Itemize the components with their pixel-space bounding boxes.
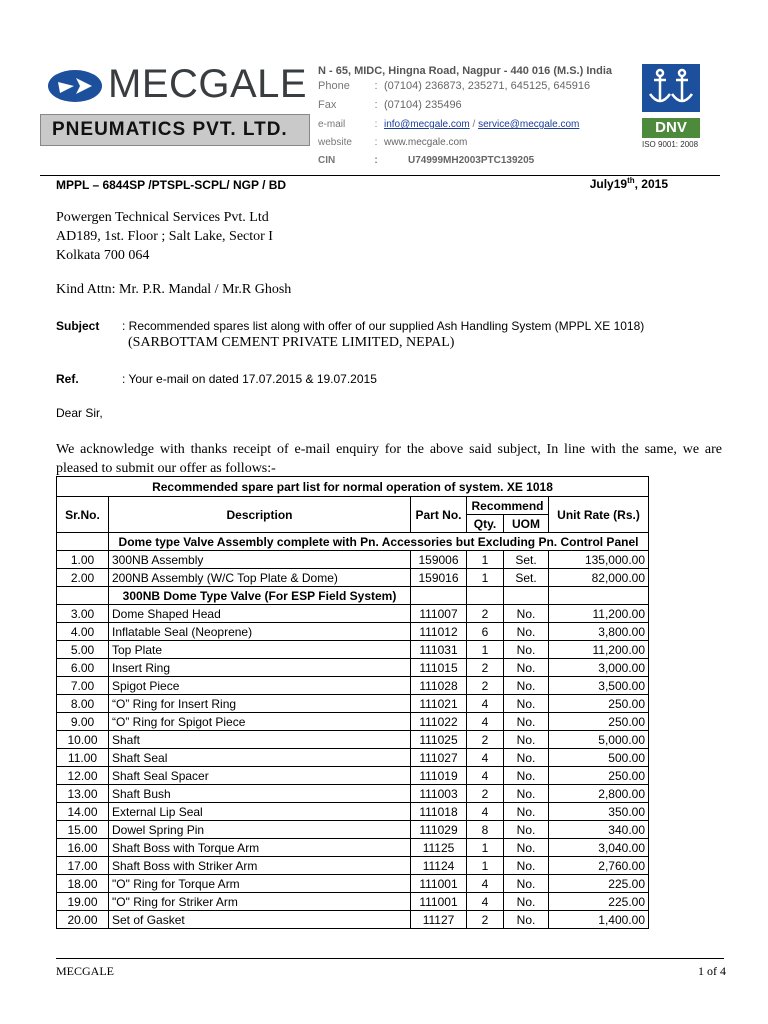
- addressee-line-3: Kolkata 700 064: [56, 248, 150, 263]
- cell-description: External Lip Seal: [109, 803, 411, 821]
- company-logo-subtitle: PNEUMATICS PVT. LTD.: [52, 119, 288, 140]
- cell-uom: No.: [504, 659, 549, 677]
- reference-label: Ref.: [56, 372, 79, 386]
- reference-text: : Your e-mail on dated 17.07.2015 & 19.07.2015: [122, 372, 377, 386]
- cell-description: Top Plate: [109, 641, 411, 659]
- cell-uom: No.: [504, 749, 549, 767]
- cell-uom: No.: [504, 857, 549, 875]
- cell-part-no: 111012: [411, 623, 467, 641]
- cell-qty: 4: [467, 803, 504, 821]
- table-rows-group: [57, 551, 649, 587]
- contact-email: e-mail : info@mecgale.com / service@mecgale.com: [318, 119, 580, 130]
- cell-uom: No.: [504, 641, 549, 659]
- cell-unit-rate: 2,760.00: [549, 857, 649, 875]
- cell-part-no: 111018: [411, 803, 467, 821]
- cell-part-no: 159006: [411, 551, 467, 569]
- cell-part-no: 111031: [411, 641, 467, 659]
- cell-srno: 15.00: [57, 821, 109, 839]
- cell-qty: 1: [467, 839, 504, 857]
- header-uom: UOM: [504, 515, 549, 533]
- table-row: [57, 731, 649, 749]
- cell-part-no: 11127: [411, 911, 467, 929]
- cell-part-no: 111001: [411, 875, 467, 893]
- cell-uom: No.: [504, 713, 549, 731]
- cell-qty: 2: [467, 785, 504, 803]
- cell-uom: Set.: [504, 569, 549, 587]
- company-address: N - 65, MIDC, Hingna Road, Nagpur - 440 016 (M.S.) India: [318, 65, 612, 77]
- cell-uom: No.: [504, 803, 549, 821]
- table-row: [57, 857, 649, 875]
- cell-description: “O” Ring for Insert Ring: [109, 695, 411, 713]
- dnv-cert-logo: DNV: [642, 118, 700, 138]
- table-row: [57, 749, 649, 767]
- cell-description: Spigot Piece: [109, 677, 411, 695]
- cell-qty: 4: [467, 749, 504, 767]
- table-row: [57, 911, 649, 929]
- cell-srno: 1.00: [57, 551, 109, 569]
- cell-qty: 2: [467, 605, 504, 623]
- cell-uom: No.: [504, 821, 549, 839]
- subject-text: : Recommended spares list along with offer of our supplied Ash Handling System (MPPL XE 1018): [122, 319, 645, 333]
- table-row: [57, 623, 649, 641]
- table-row: [57, 893, 649, 911]
- cell-qty: 8: [467, 821, 504, 839]
- header-unit-rate: Unit Rate (Rs.): [549, 497, 649, 533]
- table-row: [57, 659, 649, 677]
- cell-part-no: 11124: [411, 857, 467, 875]
- cell-unit-rate: 3,000.00: [549, 659, 649, 677]
- dnv-anchor-icon: [642, 64, 700, 112]
- cell-uom: No.: [504, 875, 549, 893]
- header-srno: Sr.No.: [57, 497, 109, 533]
- cell-unit-rate: 250.00: [549, 713, 649, 731]
- cell-part-no: 111027: [411, 749, 467, 767]
- cell-part-no: 111003: [411, 785, 467, 803]
- cell-srno: 14.00: [57, 803, 109, 821]
- kind-attention: Kind Attn: Mr. P.R. Mandal / Mr.R Ghosh: [56, 282, 292, 297]
- cell-uom: No.: [504, 911, 549, 929]
- cell-srno: 13.00: [57, 785, 109, 803]
- section-row-dome-valve: [57, 533, 649, 551]
- cell-description: Shaft: [109, 731, 411, 749]
- cell-srno: 10.00: [57, 731, 109, 749]
- cell-unit-rate: 340.00: [549, 821, 649, 839]
- cell-part-no: 111019: [411, 767, 467, 785]
- contact-phone: Phone : (07104) 236873, 235271, 645125, 645916: [318, 80, 591, 92]
- cell-qty: 1: [467, 857, 504, 875]
- cell-unit-rate: 11,200.00: [549, 605, 649, 623]
- contact-website: website : www.mecgale.com: [318, 137, 468, 148]
- table-row: [57, 821, 649, 839]
- cell-unit-rate: 250.00: [549, 767, 649, 785]
- cell-uom: No.: [504, 785, 549, 803]
- table-row: [57, 605, 649, 623]
- table-title: Recommended spare part list for normal operation of system. XE 1018: [57, 477, 649, 497]
- contact-fax: Fax : (07104) 235496: [318, 99, 462, 111]
- cell-description: “O” Ring for Spigot Piece: [109, 713, 411, 731]
- table-row: [57, 713, 649, 731]
- cell-qty: 2: [467, 677, 504, 695]
- header-qty: Qty.: [467, 515, 504, 533]
- cell-qty: 1: [467, 569, 504, 587]
- header-description: Description: [109, 497, 411, 533]
- table-row: [57, 569, 649, 587]
- cell-srno: 3.00: [57, 605, 109, 623]
- table-header-row: [57, 497, 649, 515]
- spares-table: [56, 476, 649, 929]
- cell-qty: 1: [467, 551, 504, 569]
- cell-uom: Set.: [504, 551, 549, 569]
- cell-description: Shaft Boss with Striker Arm: [109, 857, 411, 875]
- cell-description: 300NB Assembly: [109, 551, 411, 569]
- cell-part-no: 159016: [411, 569, 467, 587]
- cell-qty: 4: [467, 695, 504, 713]
- email-link-info[interactable]: info@mecgale.com: [384, 119, 470, 130]
- cell-uom: No.: [504, 695, 549, 713]
- table-row: [57, 551, 649, 569]
- cell-unit-rate: 250.00: [549, 695, 649, 713]
- cell-unit-rate: 82,000.00: [549, 569, 649, 587]
- footer-page-number: 1 of 4: [698, 964, 726, 978]
- cell-qty: 4: [467, 875, 504, 893]
- cell-description: Inflatable Seal (Neoprene): [109, 623, 411, 641]
- salutation: Dear Sir,: [56, 406, 103, 420]
- footer-company: MECGALE: [56, 964, 114, 978]
- cell-description: Shaft Seal: [109, 749, 411, 767]
- cell-description: Shaft Bush: [109, 785, 411, 803]
- cell-part-no: 111015: [411, 659, 467, 677]
- cell-uom: No.: [504, 893, 549, 911]
- table-row: [57, 695, 649, 713]
- section-heading: 300NB Dome Type Valve (For ESP Field System): [109, 587, 411, 605]
- table-row: [57, 839, 649, 857]
- contact-cin: CIN : U74999MH2003PTC139205: [318, 155, 535, 166]
- cell-description: Dowel Spring Pin: [109, 821, 411, 839]
- company-logo-name: MECGALE: [108, 62, 308, 106]
- cell-part-no: 111029: [411, 821, 467, 839]
- table-rows-group: [57, 605, 649, 929]
- cell-description: Dome Shaped Head: [109, 605, 411, 623]
- cell-srno: 11.00: [57, 749, 109, 767]
- letter-reference-number: MPPL – 6844SP /PTSPL-SCPL/ NGP / BD: [56, 178, 287, 192]
- cell-part-no: 111022: [411, 713, 467, 731]
- subject-project: (SARBOTTAM CEMENT PRIVATE LIMITED, NEPAL): [128, 335, 455, 350]
- table-row: [57, 641, 649, 659]
- cell-description: 200NB Assembly (W/C Top Plate & Dome): [109, 569, 411, 587]
- cell-srno: 6.00: [57, 659, 109, 677]
- cell-description: "O" Ring for Striker Arm: [109, 893, 411, 911]
- cell-unit-rate: 5,000.00: [549, 731, 649, 749]
- cell-unit-rate: 2,800.00: [549, 785, 649, 803]
- cell-part-no: 111025: [411, 731, 467, 749]
- cell-unit-rate: 1,400.00: [549, 911, 649, 929]
- cell-srno: 19.00: [57, 893, 109, 911]
- cell-qty: 2: [467, 911, 504, 929]
- section-heading: Dome type Valve Assembly complete with Pn. Accessories but Excluding Pn. Control Panel: [109, 533, 649, 551]
- cell-part-no: 111021: [411, 695, 467, 713]
- letter-date: July19th, 2015: [589, 176, 668, 191]
- cell-uom: No.: [504, 623, 549, 641]
- subject-label: Subject: [56, 319, 100, 333]
- cell-srno: 20.00: [57, 911, 109, 929]
- cell-srno: 4.00: [57, 623, 109, 641]
- cell-unit-rate: 225.00: [549, 893, 649, 911]
- cell-uom: No.: [504, 605, 549, 623]
- cell-srno: 7.00: [57, 677, 109, 695]
- cell-unit-rate: 500.00: [549, 749, 649, 767]
- table-row: [57, 875, 649, 893]
- cell-srno: 18.00: [57, 875, 109, 893]
- intro-paragraph: We acknowledge with thanks receipt of e-mail enquiry for the above said subject, In line with the same, we are pleased to submit our offer as follows:-: [56, 442, 722, 476]
- cell-unit-rate: 350.00: [549, 803, 649, 821]
- cell-unit-rate: 11,200.00: [549, 641, 649, 659]
- cell-srno: 12.00: [57, 767, 109, 785]
- cell-srno: 2.00: [57, 569, 109, 587]
- cell-part-no: 111007: [411, 605, 467, 623]
- cell-srno: 17.00: [57, 857, 109, 875]
- iso-cert-text: ISO 9001: 2008: [642, 140, 699, 149]
- header-recommend: Recommend: [467, 497, 549, 515]
- mecgale-logo-icon: [46, 66, 104, 106]
- footer-divider: [56, 958, 724, 959]
- cell-srno: 9.00: [57, 713, 109, 731]
- cell-qty: 2: [467, 731, 504, 749]
- cell-uom: No.: [504, 731, 549, 749]
- cell-srno: 5.00: [57, 641, 109, 659]
- table-row: [57, 677, 649, 695]
- cell-srno: 16.00: [57, 839, 109, 857]
- cell-unit-rate: 3,040.00: [549, 839, 649, 857]
- cell-qty: 6: [467, 623, 504, 641]
- cell-description: Insert Ring: [109, 659, 411, 677]
- cell-part-no: 11125: [411, 839, 467, 857]
- table-row: [57, 803, 649, 821]
- cell-srno: 8.00: [57, 695, 109, 713]
- addressee-line-1: Powergen Technical Services Pvt. Ltd: [56, 210, 269, 225]
- cell-uom: No.: [504, 767, 549, 785]
- cell-uom: No.: [504, 677, 549, 695]
- cell-unit-rate: 3,800.00: [549, 623, 649, 641]
- cell-description: Shaft Boss with Torque Arm: [109, 839, 411, 857]
- cell-description: Shaft Seal Spacer: [109, 767, 411, 785]
- table-title-row: [57, 477, 649, 497]
- addressee-line-2: AD189, 1st. Floor ; Salt Lake, Sector I: [56, 229, 273, 244]
- cell-unit-rate: 225.00: [549, 875, 649, 893]
- cell-qty: 4: [467, 713, 504, 731]
- section-row-esp: [57, 587, 649, 605]
- cell-description: Set of Gasket: [109, 911, 411, 929]
- cell-part-no: 111028: [411, 677, 467, 695]
- table-row: [57, 767, 649, 785]
- cell-qty: 4: [467, 767, 504, 785]
- cell-description: "O" Ring for Torque Arm: [109, 875, 411, 893]
- email-link-service[interactable]: service@mecgale.com: [478, 119, 580, 130]
- table-row: [57, 785, 649, 803]
- cell-qty: 1: [467, 641, 504, 659]
- header-part-no: Part No.: [411, 497, 467, 533]
- cell-part-no: 111001: [411, 893, 467, 911]
- cell-unit-rate: 135,000.00: [549, 551, 649, 569]
- cell-unit-rate: 3,500.00: [549, 677, 649, 695]
- cell-uom: No.: [504, 839, 549, 857]
- cell-qty: 4: [467, 893, 504, 911]
- cell-qty: 2: [467, 659, 504, 677]
